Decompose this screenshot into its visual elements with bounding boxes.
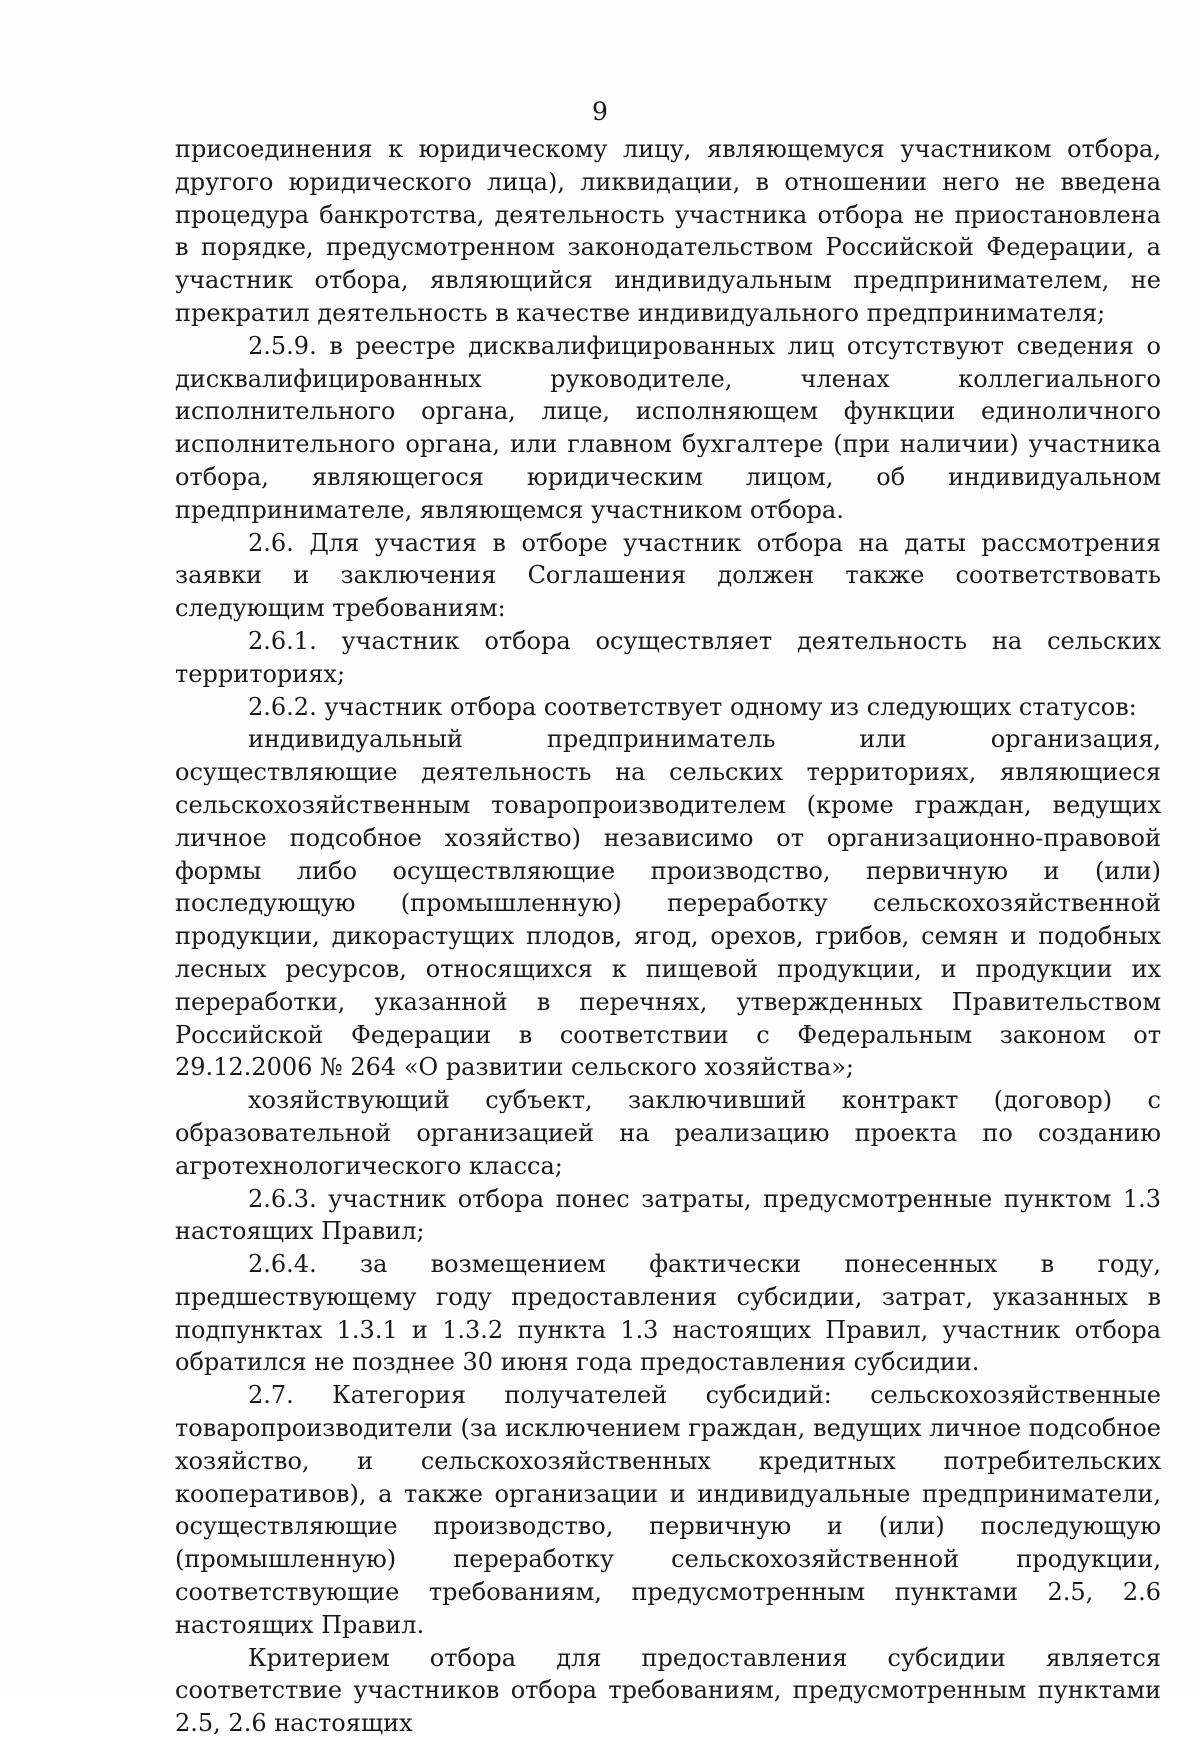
paragraph-status-entrepreneur: индивидуальный предприниматель или организация, осуществляющие деятельность на сельских территориях, являющиеся сельскохозяйственным товаропроизводителем (кроме граждан, ведущих личное подсобное хозяйство) независимо от организационно-правовой формы либо осуществляющие производство, первичную и (или) последующую (промышленную) переработку сельскохозяйственной продукции, дикорастущих плодов, ягод, орехов, грибов, семян и подобных лесных ресурсов, относящихся к пищевой продукции, и продукции их переработки, указанной в перечнях, утвержденных Правительством Российской Федерации в соответствии с Федеральным законом от 29.12.2006 № 264 «О развитии сельского хозяйства»; (175, 725, 1161, 1082)
paragraph-2-7: 2.7. Категория получателей субсидий: сельскохозяйственные товаропроизводители (за исключением граждан, ведущих личное подсобное хозяйство, и сельскохозяйственных кредитных потребительских кооперативов), а также организации и индивидуальные предприниматели, осуществляющие производство, первичную и (или) последующую (промышленную) переработку сельскохозяйственной продукции, соответствующие требованиям, предусмотренным пунктами 2.5, 2.6 настоящих Правил. (175, 1381, 1161, 1639)
paragraph-selection-criterion: Критерием отбора для предоставления субсидии является соответствие участников отбора требованиям, предусмотренным пунктами 2.5, 2.6 настоящих (175, 1643, 1161, 1738)
paragraph-2-6: 2.6. Для участия в отборе участник отбора на даты рассмотрения заявки и заключения Соглашения должен также соответствовать следующим требованиям: (175, 528, 1161, 623)
paragraph-2-6-2: 2.6.2. участник отбора соответствует одному из следующих статусов: (248, 692, 1137, 721)
paragraph-2-6-4: 2.6.4. за возмещением фактически понесенных в году, предшествующему году предоставления субсидии, затрат, указанных в подпунктах 1.3.1 и 1.3.2 пункта 1.3 настоящих Правил, участник отбора обратился не позднее 30 июня года предоставления субсидии. (175, 1250, 1161, 1377)
paragraph-status-economic-entity: хозяйствующий субъект, заключивший контракт (договор) с образовательной организацией на реализацию проекта по созданию агротехнологического класса; (175, 1086, 1161, 1180)
paragraph: присоединения к юридическому лицу, являющемуся участником отбора, другого юридического лица), ликвидации, в отношении него не введена процедура банкротства, деятельность участника отбора не приостановлена в порядке, предусмотренном законодательством Российской Федерации, а участник отбора, являющийся индивидуальным предпринимателем, не прекратил деятельность в качестве индивидуального предпринимателя; (175, 135, 1161, 327)
paragraph-2-5-9: 2.5.9. в реестре дисквалифицированных лиц отсутствуют сведения о дисквалифицированных руководителе, членах коллегиального исполнительного органа, лице, исполняющем функции единоличного исполнительного органа, или главном бухгалтере (при наличии) участника отбора, являющегося юридическим лицом, об индивидуальном предпринимателе, являющемся участником отбора. (175, 331, 1161, 524)
page-number: 9 (592, 97, 608, 126)
document-body (175, 133, 1161, 1740)
paragraph-2-6-3: 2.6.3. участник отбора понес затраты, предусмотренные пунктом 1.3 настоящих Правил; (175, 1184, 1161, 1246)
paragraph-2-6-1: 2.6.1. участник отбора осуществляет деятельность на сельских территориях; (175, 626, 1161, 688)
